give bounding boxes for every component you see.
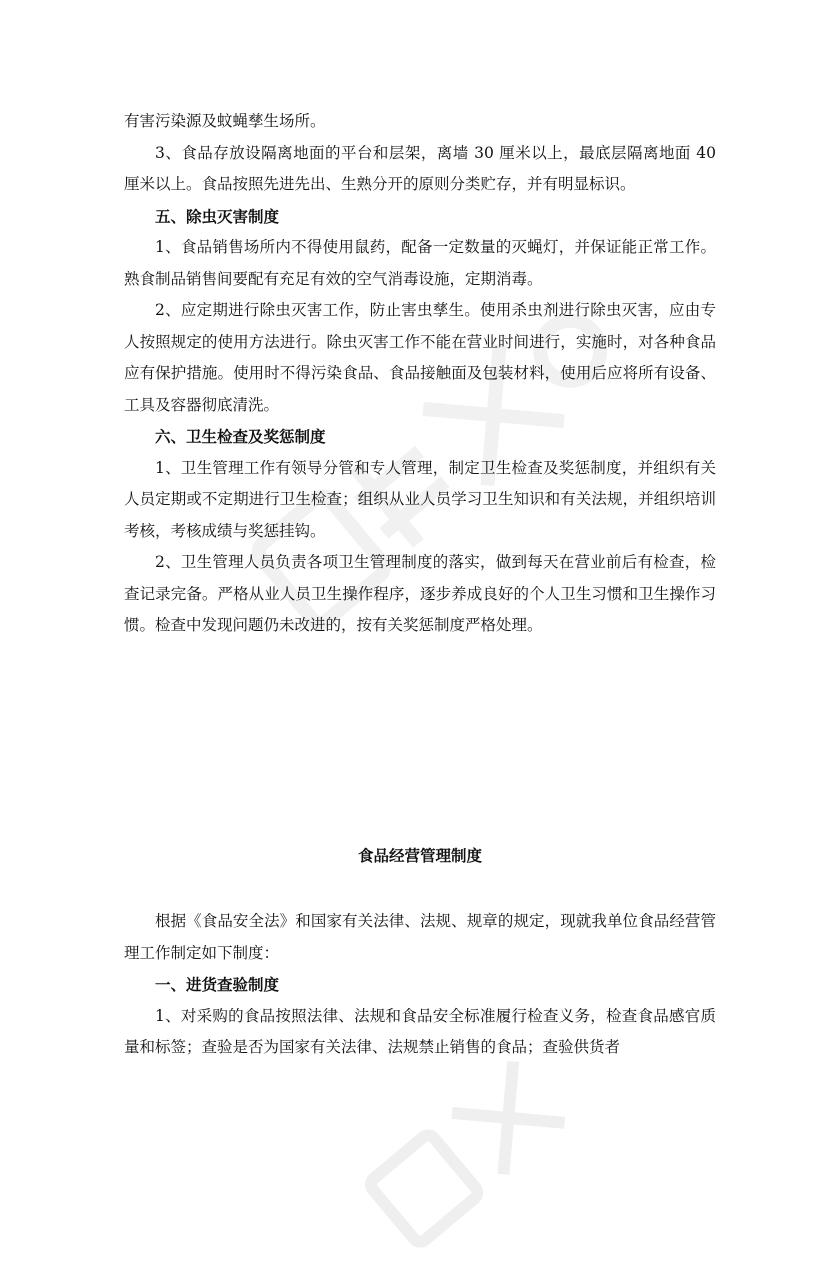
paragraph-inspection-1: 1、卫生管理工作有领导分管和专人管理，制定卫生检查及奖惩制度，并组织有关人员定期或不定期进行卫生检查；组织从业人员学习卫生知识和有关法规，并组织培训考核，考核成绩与奖惩挂钩。 [124,458,716,540]
paragraph-storage: 3、食品存放设隔离地面的平台和层架，离墙 30 厘米以上，最底层隔离地面 40 厘米以上。食品按照先进先出、生熟分开的原则分类贮存，并有明显标识。 [124,143,716,193]
upper-section [124,106,716,642]
paragraph-pest-2: 2、应定期进行除虫灭害工作，防止害虫孳生。使用杀虫剂进行除虫灭害，应由专人按照规定的使用方法进行。除虫灭害工作不能在营业时间进行，实施时，对各种食品应有保护措施。使用时不得污染食品、食品接触面及包装材料，使用后应将所有设备、工具及容器彻底清洗。 [124,301,716,414]
paragraph-pest-1: 1、食品销售场所内不得使用鼠药，配备一定数量的灭蝇灯，并保证能正常工作。熟食制品销售间要配有充足有效的空气消毒设施，定期消毒。 [124,238,716,288]
lower-section [124,906,716,1064]
heading-pest-control: 五、除虫灭害制度 [155,206,280,226]
paragraph-purchase-1: 1、对采购的食品按照法律、法规和食品安全标准履行检查义务，检查食品感官质量和标签；查验是否为国家有关法律、法规禁止销售的食品；查验供货者 [124,1006,716,1056]
paragraph-inspection-2: 2、卫生管理人员负责各项卫生管理制度的落实，做到每天在营业前后有检查，检查记录完备。严格从业人员卫生操作程序，逐步养成良好的个人卫生习惯和卫生操作习惯。检查中发现问题仍未改进的，按有关奖惩制度严格处理。 [124,553,716,634]
heading-hygiene-inspection: 六、卫生检查及奖惩制度 [155,427,326,446]
paragraph-intro: 根据《食品安全法》和国家有关法律、法规、规章的规定，现就我单位食品经营管理工作制定如下制度： [124,912,716,962]
document-title: 食品经营管理制度 [357,846,482,865]
watermark-corner-icon [347,1033,593,1266]
heading-purchase-inspection: 一、进货查验制度 [155,975,280,994]
paragraph-continuation: 有害污染源及蚊蝇孳生场所。 [124,112,326,130]
